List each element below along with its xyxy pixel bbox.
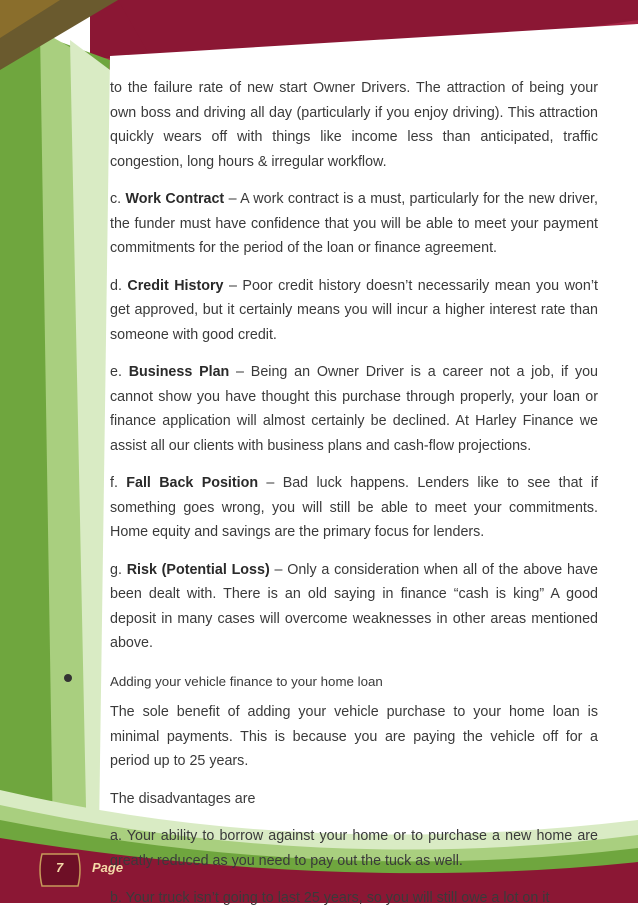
page-number: 7 (56, 860, 64, 875)
page-label: Page (92, 860, 124, 875)
paragraph-fall-back-position: f. Fall Back Position – Bad luck happens. Lenders like to see that if something goes wrong, you will still be able to meet your commitments. Home equity and savings are the primary focus for lenders. (110, 475, 598, 540)
term-risk: Risk (Potential Loss) (126, 561, 270, 578)
paragraph-disadvantage-a: a. Your ability to borrow against your home or to purchase a new home are greatly reduced as you need to pay out the tuck as well. (110, 828, 598, 869)
bullet-item (110, 670, 598, 695)
paragraph-credit-history: d. Credit History – Poor credit history doesn’t necessarily mean you won’t get approved, but it certainly means you will incur a higher interest rate than someone with good credit. (110, 277, 598, 343)
term-business-plan: Business Plan (128, 364, 230, 380)
paragraph-disadvantages: The disadvantages are (110, 790, 256, 807)
term-credit-history: Credit History (127, 277, 224, 294)
paragraph-sole-benefit: The sole benefit of adding your vehicle purchase to your home loan is minimal payments. This is because you are paying the vehicle off for a period up to 25 years. (110, 704, 598, 769)
term-fall-back-position: Fall Back Position (126, 475, 259, 491)
bullet-heading: Adding your vehicle finance to your home loan (110, 673, 383, 689)
intro-paragraph: to the failure rate of new start Owner Drivers. The attraction of being your own boss and driving all day (particularly if you enjoy driving). This attraction quickly wears off with things like income less than anticipated, traffic congestion, long hours & irregular workflow. (110, 80, 598, 170)
paragraph-risk: g. Risk (Potential Loss) – Only a consideration when all of the above have been dealt with. There is an old saying in finance “cash is king” A good deposit in many cases will overcome weaknesses in other areas mentioned above. (110, 561, 598, 651)
paragraph-business-plan: e. Business Plan – Being an Owner Driver is a career not a job, if you cannot show you have thought this purchase through properly, your loan or finance application will almost certainly be declined. At Harley Finance we assist all our clients with business plans and cash-flow projections. (110, 364, 598, 454)
paragraph-work-contract: c. Work Contract – A work contract is a must, particularly for the new driver, the funder must have confidence that you will be able to meet your payment commitments for the period of the loan or finance agreement. (110, 191, 598, 256)
term-work-contract: Work Contract (125, 191, 225, 207)
bullet-dot-icon (64, 674, 72, 682)
page-content (110, 76, 598, 924)
paragraph-disadvantage-b: b. Your truck isn’t going to last 25 years, so you will still owe a lot on it (110, 890, 550, 906)
